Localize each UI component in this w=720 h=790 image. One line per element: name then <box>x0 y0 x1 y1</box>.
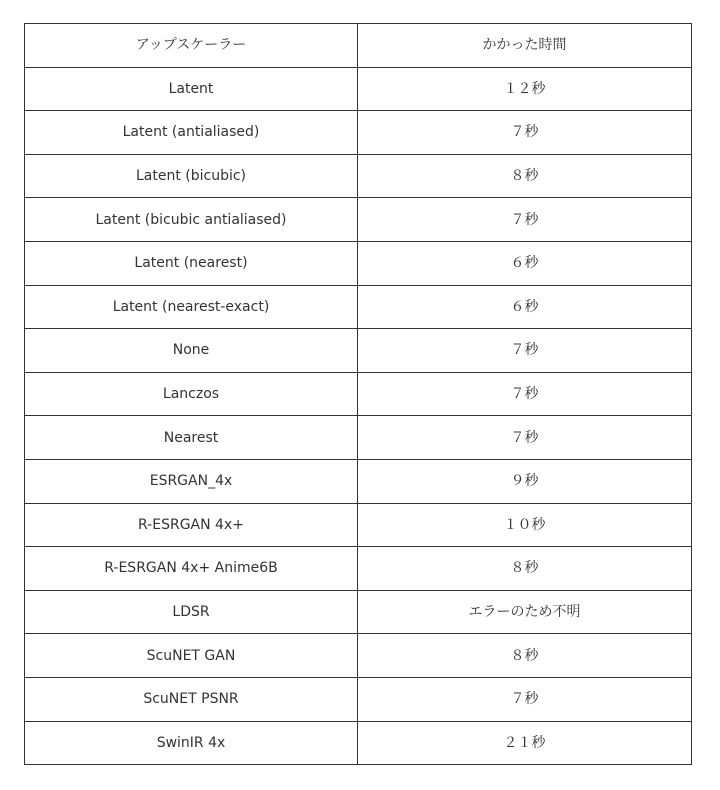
upscaler-cell: ScuNET PSNR <box>25 677 358 721</box>
time-cell: ６秒 <box>358 241 692 285</box>
table-row <box>25 67 692 111</box>
time-cell: ９秒 <box>358 459 692 503</box>
upscaler-cell: ESRGAN_4x <box>25 459 358 503</box>
table-row <box>25 241 692 285</box>
header-time-taken: かかった時間 <box>358 24 692 68</box>
table-row <box>25 416 692 460</box>
table-row <box>25 547 692 591</box>
table-row <box>25 198 692 242</box>
table-row <box>25 590 692 634</box>
table-row <box>25 111 692 155</box>
upscaler-time-table <box>24 23 692 765</box>
table-row <box>25 503 692 547</box>
upscaler-cell: ScuNET GAN <box>25 634 358 678</box>
time-cell: ７秒 <box>358 372 692 416</box>
time-cell: ７秒 <box>358 677 692 721</box>
table-row <box>25 285 692 329</box>
upscaler-cell: R-ESRGAN 4x+ <box>25 503 358 547</box>
time-cell: ７秒 <box>358 111 692 155</box>
table-row <box>25 329 692 373</box>
table-row <box>25 721 692 765</box>
time-cell: ７秒 <box>358 329 692 373</box>
upscaler-cell: Latent (bicubic antialiased) <box>25 198 358 242</box>
table-row <box>25 677 692 721</box>
table-body <box>25 24 692 765</box>
upscaler-cell: Latent <box>25 67 358 111</box>
time-cell: １２秒 <box>358 67 692 111</box>
time-cell: ８秒 <box>358 634 692 678</box>
time-cell: エラーのため不明 <box>358 590 692 634</box>
upscaler-cell: None <box>25 329 358 373</box>
upscaler-cell: Latent (nearest) <box>25 241 358 285</box>
time-cell: １０秒 <box>358 503 692 547</box>
upscaler-cell: SwinIR 4x <box>25 721 358 765</box>
time-cell: ６秒 <box>358 285 692 329</box>
time-cell: ２１秒 <box>358 721 692 765</box>
upscaler-cell: Latent (bicubic) <box>25 154 358 198</box>
upscaler-cell: LDSR <box>25 590 358 634</box>
table-row <box>25 459 692 503</box>
time-cell: ７秒 <box>358 416 692 460</box>
table-row <box>25 634 692 678</box>
upscaler-cell: Lanczos <box>25 372 358 416</box>
table-row <box>25 372 692 416</box>
time-cell: ７秒 <box>358 198 692 242</box>
table-row <box>25 154 692 198</box>
upscaler-cell: Nearest <box>25 416 358 460</box>
upscaler-cell: Latent (antialiased) <box>25 111 358 155</box>
header-upscaler: アップスケーラー <box>25 24 358 68</box>
upscaler-cell: Latent (nearest-exact) <box>25 285 358 329</box>
table-header-row <box>25 24 692 68</box>
time-cell: ８秒 <box>358 547 692 591</box>
time-cell: ８秒 <box>358 154 692 198</box>
upscaler-cell: R-ESRGAN 4x+ Anime6B <box>25 547 358 591</box>
